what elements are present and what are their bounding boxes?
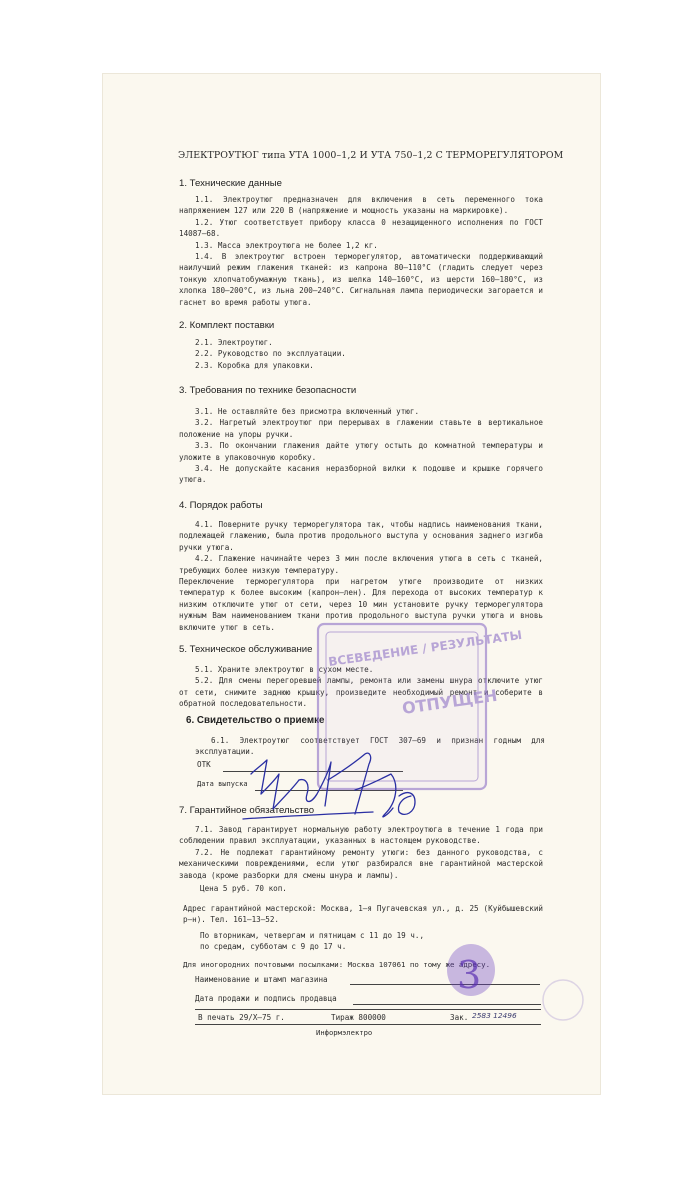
section-2-heading: 2. Комплект поставки: [179, 320, 275, 331]
section-7-heading: 7. Гарантийное обязательство: [179, 805, 315, 816]
sale-line: [353, 1004, 541, 1005]
section-7-body: [179, 824, 543, 881]
document-content: [103, 74, 600, 1094]
sale-label: Дата продажи и подпись продавца: [195, 994, 337, 1003]
paragraph-6-1: 6.1. Электроутюг соответствует ГОСТ 307–69 и признан годным для эксплуатации.: [195, 736, 545, 757]
hours-line-1: По вторникам, четвергам и пятницам с 11 до 19 ч.,: [200, 931, 425, 940]
hours-line-2: по средам, субботам с 9 до 17 ч.: [200, 942, 347, 951]
mail-order-note: Для иногородних почтовыми посылками: Москва 107061 по тому же адресу.: [183, 960, 491, 969]
price: Цена 5 руб. 70 коп.: [200, 884, 287, 893]
section-5-heading: 5. Техническое обслуживание: [179, 644, 313, 655]
paragraph-1-1: 1.1. Электроутюг предназначен для включения в сеть переменного тока напряжением 127 или 220 В (напряжение и мощность указаны на маркировке).: [179, 195, 543, 216]
mark-number: 3: [457, 953, 482, 997]
section-3-heading: 3. Требования по технике безопасности: [179, 385, 357, 396]
publisher: Информэлектро: [316, 1028, 373, 1037]
stamp-line-2: ОТПУЩЕН: [400, 685, 499, 718]
paragraph-1-4: 1.4. В электроутюг встроен терморегулятор, автоматически поддерживающий наилучший режим глажения тканей: из капрона 80–110°С (гладить следует через тонкую хлопчатобумажную ткань), из шелка 140–160°С, из шерсти 160–180°С, из хлопка 180–200°С, из льна 200–240°С. Сигнальная лампа периодически загорается и гаснет во время работы утюга.: [179, 252, 543, 307]
paragraph-4-2: 4.2. Глажение начинайте через 3 мин после включения утюга в сеть с тканей, требующих более низкую температуру.: [179, 554, 543, 575]
list-item: 2.3. Коробка для упаковки.: [195, 360, 314, 370]
section-6-body: [195, 735, 545, 758]
address-text: Адрес гарантийной мастерской: Москва, 1–я Пугачевская ул., д. 25 (Куйбышевский р–н). Тел. 161–13–52.: [183, 904, 543, 925]
faint-round-stamp: [543, 980, 583, 1020]
otk-label: ОТК: [197, 760, 211, 769]
release-date-label: Дата выпуска: [197, 780, 248, 788]
release-date-line: [255, 790, 403, 791]
workshop-address: [183, 903, 543, 926]
paragraph-1-2: 1.2. Утюг соответствует прибору класса 0 незащищенного исполнения по ГОСТ 14087–68.: [179, 217, 543, 239]
document-title: ЭЛЕКТРОУТЮГ типа УТА 1000–1,2 И УТА 750–1,2 С ТЕРМОРЕГУЛЯТОРОМ: [178, 150, 564, 161]
paragraph-3-1: 3.1. Не оставляйте без присмотра включенный утюг.: [195, 407, 420, 416]
section-1-heading: 1. Технические данные: [179, 178, 283, 189]
footer-bottom-rule: [195, 1024, 541, 1025]
paragraph-4-1: 4.1. Поверните ручку терморегулятора так, чтобы надпись наименования ткани, подлежащей глажению, была против продольного выступа у основания заднего изгиба ручки утюга.: [179, 520, 543, 552]
paragraph-5-2: 5.2. Для смены перегоревшей лампы, ремонта или замены шнура отключите утюг от сети, снимите заднюю крышку, произведите необходимый ремонт и соберите в обратной последовательности.: [179, 676, 543, 709]
paragraph-5-1: 5.1. Храните электроутюг в сухом месте.: [195, 665, 374, 674]
paragraph-3-3: 3.3. По окончании глажения дайте утюгу остыть до комнатной температуры и уложите в упаковочную коробку.: [179, 441, 543, 462]
section-4-heading: 4. Порядок работы: [179, 500, 263, 511]
document-sheet: [103, 74, 600, 1094]
print-run: Тираж 800000: [331, 1013, 386, 1022]
section-1-body: [179, 194, 543, 308]
section-3-body: [179, 406, 543, 486]
mark-blot: [447, 944, 495, 996]
delivery-list: [195, 337, 346, 371]
section-4-body: [179, 519, 543, 633]
shop-line: [350, 984, 540, 985]
section-6-heading: 6. Свидетельство о приемке: [186, 715, 325, 726]
paragraph-7-2: 7.2. Не подлежат гарантийному ремонту утюги: без данного руководства, с механическими повреждениями, если утюг разбирался вне гарантийной мастерской завода (кроме разборки для смены шнура и лампы).: [179, 847, 543, 880]
paragraph-3-4: 3.4. Не допускайте касания неразборной вилки к подошве и крышке горячего утюга.: [179, 464, 543, 485]
footer-top-rule: [195, 1009, 541, 1010]
otk-line: [223, 771, 403, 772]
purple-mark: [447, 944, 495, 997]
print-date: В печать 29/X–75 г.: [198, 1013, 285, 1022]
shop-label: Наименование и штамп магазина: [195, 975, 328, 984]
paragraph-1-3: 1.3. Масса электроутюга не более 1,2 кг.: [195, 240, 378, 250]
section-5-body: [179, 664, 543, 710]
paragraph-7-1: 7.1. Завод гарантирует нормальную работу электроутюга в течение 1 года при соблюдении правил эксплуатации, указанных в настоящем руководстве.: [179, 825, 543, 846]
order-number: 2583 12496: [472, 1011, 517, 1020]
list-item: 2.2. Руководство по эксплуатации.: [195, 349, 346, 359]
list-item: 2.1. Электроутюг.: [195, 338, 273, 347]
stamp-line-1: ВСЕВЕДЕНИЕ / РЕЗУЛЬТАТЫ: [327, 627, 523, 669]
order-label: Зак.: [450, 1013, 469, 1022]
paragraph-3-2: 3.2. Нагретый электроутюг при перерывах в глажении ставьте в вертикальное положение на упоры ручки.: [179, 418, 543, 439]
paragraph-4-3: Переключение терморегулятора при нагретом утюге производите от низких температур к более высоким (капрон–лен). Для перехода от высоких температур к низким отключите утюг от сети, через 10 мин установите ручку терморегулятора нужным Вам наименованием ткани против продольного выступа ручки утюга и вновь включите утюг в сеть.: [179, 577, 543, 632]
